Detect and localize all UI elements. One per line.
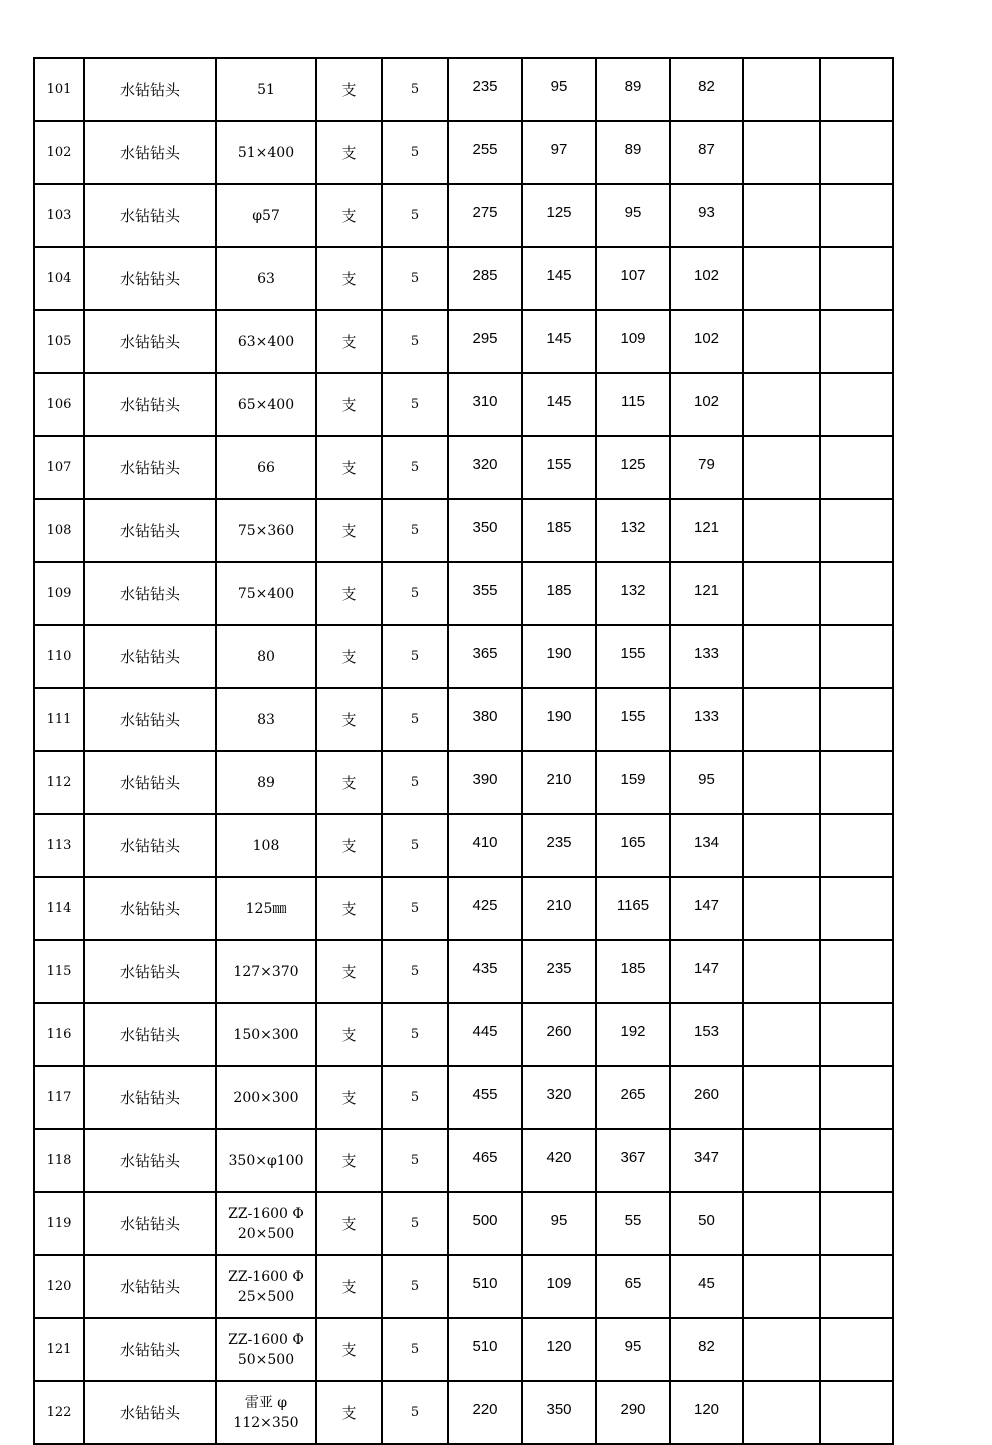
cell-specification[interactable]: 127×370 — [216, 940, 316, 1003]
cell-value-1[interactable]: 235 — [448, 58, 522, 121]
cell-item-name[interactable]: 水钻钻头 — [84, 373, 216, 436]
cell-item-name[interactable]: 水钻钻头 — [84, 1255, 216, 1318]
table-row — [34, 625, 893, 688]
cell-empty-1[interactable] — [743, 1255, 820, 1318]
cell-value-1[interactable]: 320 — [448, 436, 522, 499]
table-row — [34, 436, 893, 499]
cell-row-number[interactable]: 102 — [34, 121, 84, 184]
cell-value-3[interactable]: 155 — [596, 688, 670, 751]
cell-row-number[interactable]: 118 — [34, 1129, 84, 1192]
cell-item-name[interactable]: 水钻钻头 — [84, 58, 216, 121]
cell-value-2[interactable]: 190 — [522, 688, 596, 751]
cell-value-3[interactable]: 192 — [596, 1003, 670, 1066]
cell-value-3[interactable]: 132 — [596, 499, 670, 562]
cell-empty-2[interactable] — [820, 373, 893, 436]
table-row — [34, 373, 893, 436]
cell-empty-2[interactable] — [820, 877, 893, 940]
cell-value-4[interactable]: 147 — [670, 877, 743, 940]
cell-empty-1[interactable] — [743, 1003, 820, 1066]
cell-unit[interactable]: 支 — [316, 247, 382, 310]
cell-value-2[interactable]: 97 — [522, 121, 596, 184]
cell-item-name[interactable]: 水钻钻头 — [84, 499, 216, 562]
cell-quantity[interactable]: 5 — [382, 1255, 448, 1318]
cell-value-1[interactable]: 365 — [448, 625, 522, 688]
table-row — [34, 310, 893, 373]
cell-value-4[interactable]: 102 — [670, 310, 743, 373]
cell-value-1[interactable]: 435 — [448, 940, 522, 1003]
cell-value-2[interactable]: 185 — [522, 562, 596, 625]
cell-quantity[interactable]: 5 — [382, 373, 448, 436]
cell-item-name[interactable]: 水钻钻头 — [84, 184, 216, 247]
cell-quantity[interactable]: 5 — [382, 1129, 448, 1192]
cell-empty-2[interactable] — [820, 1381, 893, 1444]
cell-value-4[interactable]: 87 — [670, 121, 743, 184]
cell-quantity[interactable]: 5 — [382, 499, 448, 562]
cell-row-number[interactable]: 121 — [34, 1318, 84, 1381]
table-row — [34, 1381, 893, 1444]
cell-empty-2[interactable] — [820, 1255, 893, 1318]
cell-value-3[interactable]: 132 — [596, 562, 670, 625]
cell-quantity[interactable]: 5 — [382, 625, 448, 688]
cell-empty-1[interactable] — [743, 1318, 820, 1381]
cell-value-1[interactable]: 275 — [448, 184, 522, 247]
cell-value-2[interactable]: 155 — [522, 436, 596, 499]
cell-empty-1[interactable] — [743, 184, 820, 247]
cell-empty-1[interactable] — [743, 1192, 820, 1255]
cell-empty-1[interactable] — [743, 247, 820, 310]
cell-empty-1[interactable] — [743, 625, 820, 688]
cell-empty-1[interactable] — [743, 814, 820, 877]
cell-value-1[interactable]: 380 — [448, 688, 522, 751]
cell-empty-2[interactable] — [820, 688, 893, 751]
cell-specification[interactable]: 200×300 — [216, 1066, 316, 1129]
cell-empty-2[interactable] — [820, 1129, 893, 1192]
cell-value-3[interactable]: 290 — [596, 1381, 670, 1444]
cell-item-name[interactable]: 水钻钻头 — [84, 562, 216, 625]
cell-empty-2[interactable] — [820, 814, 893, 877]
cell-quantity[interactable]: 5 — [382, 1003, 448, 1066]
cell-value-4[interactable]: 79 — [670, 436, 743, 499]
cell-unit[interactable]: 支 — [316, 562, 382, 625]
cell-item-name[interactable]: 水钻钻头 — [84, 1003, 216, 1066]
cell-item-name[interactable]: 水钻钻头 — [84, 310, 216, 373]
cell-quantity[interactable]: 5 — [382, 247, 448, 310]
cell-value-2[interactable]: 260 — [522, 1003, 596, 1066]
cell-empty-1[interactable] — [743, 1381, 820, 1444]
cell-value-2[interactable]: 120 — [522, 1318, 596, 1381]
cell-quantity[interactable]: 5 — [382, 1318, 448, 1381]
cell-unit[interactable]: 支 — [316, 1318, 382, 1381]
cell-value-3[interactable]: 109 — [596, 310, 670, 373]
cell-specification[interactable]: 63 — [216, 247, 316, 310]
table-row — [34, 184, 893, 247]
cell-item-name[interactable]: 水钻钻头 — [84, 121, 216, 184]
table-row — [34, 814, 893, 877]
cell-empty-2[interactable] — [820, 436, 893, 499]
cell-value-4[interactable]: 102 — [670, 373, 743, 436]
cell-item-name[interactable]: 水钻钻头 — [84, 1129, 216, 1192]
cell-empty-1[interactable] — [743, 688, 820, 751]
cell-row-number[interactable]: 116 — [34, 1003, 84, 1066]
cell-value-4[interactable]: 153 — [670, 1003, 743, 1066]
table-row — [34, 688, 893, 751]
cell-specification[interactable]: 雷亚 φ 112×350 — [216, 1381, 316, 1444]
cell-specification[interactable]: 51×400 — [216, 121, 316, 184]
cell-value-1[interactable]: 410 — [448, 814, 522, 877]
cell-empty-2[interactable] — [820, 751, 893, 814]
cell-value-4[interactable]: 45 — [670, 1255, 743, 1318]
cell-specification[interactable]: ZZ-1600 Φ 25×500 — [216, 1255, 316, 1318]
cell-value-3[interactable]: 95 — [596, 1318, 670, 1381]
cell-specification[interactable]: 65×400 — [216, 373, 316, 436]
cell-value-2[interactable]: 109 — [522, 1255, 596, 1318]
cell-value-3[interactable]: 185 — [596, 940, 670, 1003]
cell-quantity[interactable]: 5 — [382, 877, 448, 940]
cell-empty-2[interactable] — [820, 58, 893, 121]
cell-row-number[interactable]: 108 — [34, 499, 84, 562]
cell-quantity[interactable]: 5 — [382, 751, 448, 814]
cell-row-number[interactable]: 105 — [34, 310, 84, 373]
cell-specification[interactable]: 150×300 — [216, 1003, 316, 1066]
cell-item-name[interactable]: 水钻钻头 — [84, 688, 216, 751]
cell-unit[interactable]: 支 — [316, 1192, 382, 1255]
cell-value-4[interactable]: 121 — [670, 499, 743, 562]
cell-unit[interactable]: 支 — [316, 1255, 382, 1318]
cell-quantity[interactable]: 5 — [382, 688, 448, 751]
cell-value-4[interactable]: 147 — [670, 940, 743, 1003]
cell-value-1[interactable]: 295 — [448, 310, 522, 373]
cell-value-1[interactable]: 390 — [448, 751, 522, 814]
table-row — [34, 751, 893, 814]
cell-empty-2[interactable] — [820, 499, 893, 562]
cell-unit[interactable]: 支 — [316, 751, 382, 814]
cell-value-4[interactable]: 133 — [670, 625, 743, 688]
cell-value-3[interactable]: 1165 — [596, 877, 670, 940]
cell-row-number[interactable]: 122 — [34, 1381, 84, 1444]
cell-value-1[interactable]: 220 — [448, 1381, 522, 1444]
cell-specification[interactable]: 83 — [216, 688, 316, 751]
cell-value-2[interactable]: 145 — [522, 310, 596, 373]
cell-empty-1[interactable] — [743, 436, 820, 499]
cell-row-number[interactable]: 111 — [34, 688, 84, 751]
cell-empty-2[interactable] — [820, 184, 893, 247]
cell-item-name[interactable]: 水钻钻头 — [84, 625, 216, 688]
cell-empty-2[interactable] — [820, 247, 893, 310]
cell-row-number[interactable]: 113 — [34, 814, 84, 877]
cell-specification[interactable]: 350×φ100 — [216, 1129, 316, 1192]
cell-empty-1[interactable] — [743, 58, 820, 121]
cell-empty-2[interactable] — [820, 310, 893, 373]
cell-value-1[interactable]: 455 — [448, 1066, 522, 1129]
cell-empty-1[interactable] — [743, 499, 820, 562]
cell-value-4[interactable]: 121 — [670, 562, 743, 625]
cell-unit[interactable]: 支 — [316, 940, 382, 1003]
cell-specification[interactable]: 51 — [216, 58, 316, 121]
cell-unit[interactable]: 支 — [316, 1066, 382, 1129]
cell-value-2[interactable]: 145 — [522, 247, 596, 310]
table-row — [34, 1003, 893, 1066]
cell-value-3[interactable]: 125 — [596, 436, 670, 499]
cell-value-2[interactable]: 125 — [522, 184, 596, 247]
cell-value-4[interactable]: 120 — [670, 1381, 743, 1444]
cell-empty-2[interactable] — [820, 1066, 893, 1129]
cell-quantity[interactable]: 5 — [382, 1066, 448, 1129]
cell-value-3[interactable]: 95 — [596, 184, 670, 247]
cell-empty-1[interactable] — [743, 877, 820, 940]
cell-item-name[interactable]: 水钻钻头 — [84, 1066, 216, 1129]
cell-quantity[interactable]: 5 — [382, 1381, 448, 1444]
cell-empty-1[interactable] — [743, 1129, 820, 1192]
cell-value-1[interactable]: 510 — [448, 1318, 522, 1381]
table-row — [34, 1318, 893, 1381]
cell-value-1[interactable]: 445 — [448, 1003, 522, 1066]
table-row — [34, 1192, 893, 1255]
cell-quantity[interactable]: 5 — [382, 184, 448, 247]
cell-empty-2[interactable] — [820, 1192, 893, 1255]
cell-value-1[interactable]: 255 — [448, 121, 522, 184]
cell-quantity[interactable]: 5 — [382, 121, 448, 184]
cell-value-3[interactable]: 155 — [596, 625, 670, 688]
cell-value-3[interactable]: 65 — [596, 1255, 670, 1318]
cell-value-2[interactable]: 185 — [522, 499, 596, 562]
table-row — [34, 499, 893, 562]
cell-specification[interactable]: 108 — [216, 814, 316, 877]
cell-quantity[interactable]: 5 — [382, 814, 448, 877]
cell-empty-2[interactable] — [820, 121, 893, 184]
cell-item-name[interactable]: 水钻钻头 — [84, 247, 216, 310]
cell-value-3[interactable]: 107 — [596, 247, 670, 310]
cell-specification[interactable]: 89 — [216, 751, 316, 814]
cell-value-2[interactable]: 95 — [522, 58, 596, 121]
cell-unit[interactable]: 支 — [316, 310, 382, 373]
cell-empty-1[interactable] — [743, 310, 820, 373]
cell-specification[interactable]: ZZ-1600 Φ 50×500 — [216, 1318, 316, 1381]
cell-row-number[interactable]: 110 — [34, 625, 84, 688]
table-row — [34, 1129, 893, 1192]
table-row — [34, 1255, 893, 1318]
cell-row-number[interactable]: 107 — [34, 436, 84, 499]
cell-empty-1[interactable] — [743, 121, 820, 184]
cell-item-name[interactable]: 水钻钻头 — [84, 940, 216, 1003]
cell-row-number[interactable]: 117 — [34, 1066, 84, 1129]
cell-row-number[interactable]: 109 — [34, 562, 84, 625]
table-row — [34, 877, 893, 940]
cell-row-number[interactable]: 101 — [34, 58, 84, 121]
cell-value-2[interactable]: 350 — [522, 1381, 596, 1444]
cell-item-name[interactable]: 水钻钻头 — [84, 877, 216, 940]
cell-row-number[interactable]: 103 — [34, 184, 84, 247]
cell-value-4[interactable]: 50 — [670, 1192, 743, 1255]
table-row — [34, 940, 893, 1003]
cell-specification[interactable]: 75×400 — [216, 562, 316, 625]
cell-value-4[interactable]: 102 — [670, 247, 743, 310]
table-row — [34, 247, 893, 310]
cell-quantity[interactable]: 5 — [382, 436, 448, 499]
cell-value-4[interactable]: 95 — [670, 751, 743, 814]
cell-value-3[interactable]: 115 — [596, 373, 670, 436]
cell-row-number[interactable]: 120 — [34, 1255, 84, 1318]
cell-value-4[interactable]: 260 — [670, 1066, 743, 1129]
cell-value-4[interactable]: 133 — [670, 688, 743, 751]
cell-quantity[interactable]: 5 — [382, 58, 448, 121]
table-body — [34, 58, 893, 1444]
cell-value-1[interactable]: 425 — [448, 877, 522, 940]
cell-value-4[interactable]: 134 — [670, 814, 743, 877]
cell-quantity[interactable]: 5 — [382, 1192, 448, 1255]
cell-value-1[interactable]: 310 — [448, 373, 522, 436]
cell-row-number[interactable]: 119 — [34, 1192, 84, 1255]
cell-specification[interactable]: 75×360 — [216, 499, 316, 562]
cell-empty-2[interactable] — [820, 1003, 893, 1066]
table-row — [34, 1066, 893, 1129]
cell-value-1[interactable]: 355 — [448, 562, 522, 625]
cell-value-2[interactable]: 210 — [522, 877, 596, 940]
cell-specification[interactable]: 63×400 — [216, 310, 316, 373]
cell-row-number[interactable]: 115 — [34, 940, 84, 1003]
cell-item-name[interactable]: 水钻钻头 — [84, 436, 216, 499]
cell-row-number[interactable]: 106 — [34, 373, 84, 436]
cell-value-4[interactable]: 347 — [670, 1129, 743, 1192]
cell-unit[interactable]: 支 — [316, 1129, 382, 1192]
cell-specification[interactable]: 80 — [216, 625, 316, 688]
cell-value-3[interactable]: 159 — [596, 751, 670, 814]
cell-value-3[interactable]: 55 — [596, 1192, 670, 1255]
cell-empty-1[interactable] — [743, 940, 820, 1003]
cell-specification[interactable]: 125㎜ — [216, 877, 316, 940]
cell-item-name[interactable]: 水钻钻头 — [84, 1318, 216, 1381]
cell-value-1[interactable]: 465 — [448, 1129, 522, 1192]
cell-value-2[interactable]: 235 — [522, 940, 596, 1003]
cell-value-2[interactable]: 235 — [522, 814, 596, 877]
cell-unit[interactable]: 支 — [316, 814, 382, 877]
cell-item-name[interactable]: 水钻钻头 — [84, 1192, 216, 1255]
cell-unit[interactable]: 支 — [316, 877, 382, 940]
cell-row-number[interactable]: 114 — [34, 877, 84, 940]
cell-quantity[interactable]: 5 — [382, 940, 448, 1003]
cell-value-3[interactable]: 89 — [596, 121, 670, 184]
cell-empty-1[interactable] — [743, 562, 820, 625]
cell-value-1[interactable]: 510 — [448, 1255, 522, 1318]
cell-unit[interactable]: 支 — [316, 58, 382, 121]
cell-value-4[interactable]: 93 — [670, 184, 743, 247]
cell-item-name[interactable]: 水钻钻头 — [84, 814, 216, 877]
cell-unit[interactable]: 支 — [316, 688, 382, 751]
table-row — [34, 121, 893, 184]
cell-value-2[interactable]: 320 — [522, 1066, 596, 1129]
cell-item-name[interactable]: 水钻钻头 — [84, 751, 216, 814]
cell-value-1[interactable]: 285 — [448, 247, 522, 310]
cell-quantity[interactable]: 5 — [382, 310, 448, 373]
cell-value-3[interactable]: 89 — [596, 58, 670, 121]
cell-unit[interactable]: 支 — [316, 184, 382, 247]
price-table — [33, 57, 894, 1445]
cell-value-2[interactable]: 95 — [522, 1192, 596, 1255]
cell-empty-2[interactable] — [820, 625, 893, 688]
cell-value-2[interactable]: 145 — [522, 373, 596, 436]
cell-unit[interactable]: 支 — [316, 436, 382, 499]
table-row — [34, 58, 893, 121]
cell-specification[interactable]: ZZ-1600 Φ 20×500 — [216, 1192, 316, 1255]
cell-quantity[interactable]: 5 — [382, 562, 448, 625]
cell-specification[interactable]: 66 — [216, 436, 316, 499]
cell-specification[interactable]: φ57 — [216, 184, 316, 247]
cell-empty-2[interactable] — [820, 1318, 893, 1381]
cell-value-2[interactable]: 210 — [522, 751, 596, 814]
cell-unit[interactable]: 支 — [316, 373, 382, 436]
cell-value-3[interactable]: 367 — [596, 1129, 670, 1192]
cell-row-number[interactable]: 112 — [34, 751, 84, 814]
cell-value-3[interactable]: 265 — [596, 1066, 670, 1129]
cell-unit[interactable]: 支 — [316, 499, 382, 562]
cell-empty-1[interactable] — [743, 1066, 820, 1129]
cell-value-2[interactable]: 420 — [522, 1129, 596, 1192]
cell-item-name[interactable]: 水钻钻头 — [84, 1381, 216, 1444]
cell-value-1[interactable]: 350 — [448, 499, 522, 562]
cell-empty-1[interactable] — [743, 373, 820, 436]
cell-empty-1[interactable] — [743, 751, 820, 814]
cell-value-3[interactable]: 165 — [596, 814, 670, 877]
cell-empty-2[interactable] — [820, 562, 893, 625]
cell-value-4[interactable]: 82 — [670, 58, 743, 121]
cell-value-2[interactable]: 190 — [522, 625, 596, 688]
table-row — [34, 562, 893, 625]
cell-unit[interactable]: 支 — [316, 1381, 382, 1444]
cell-unit[interactable]: 支 — [316, 1003, 382, 1066]
cell-unit[interactable]: 支 — [316, 625, 382, 688]
cell-row-number[interactable]: 104 — [34, 247, 84, 310]
cell-unit[interactable]: 支 — [316, 121, 382, 184]
cell-value-1[interactable]: 500 — [448, 1192, 522, 1255]
cell-empty-2[interactable] — [820, 940, 893, 1003]
cell-value-4[interactable]: 82 — [670, 1318, 743, 1381]
